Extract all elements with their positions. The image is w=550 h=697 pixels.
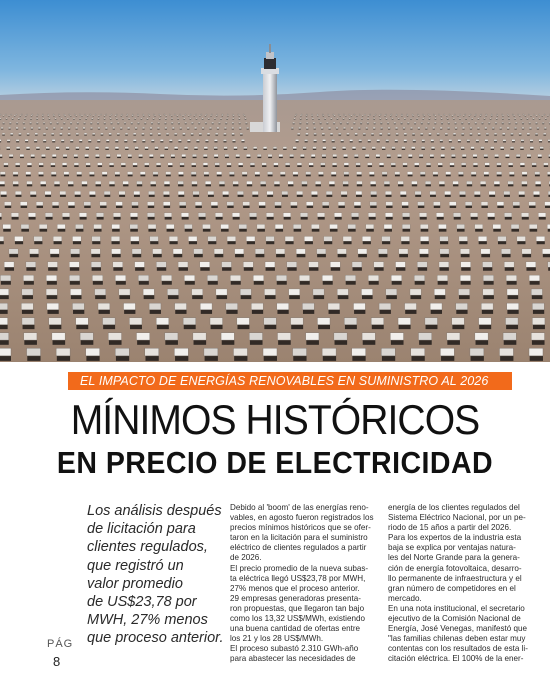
body-line: 29 empresas generadoras presenta- xyxy=(230,593,361,603)
pull-quote-line: clientes regulados, xyxy=(87,539,208,556)
body-column-1 xyxy=(230,503,380,665)
body-line: Sistema Eléctrico Nacional, por un pe- xyxy=(388,513,526,523)
pull-quote xyxy=(87,502,227,648)
body-line: Debido al 'boom' de las energías reno- xyxy=(230,503,369,512)
kicker-bar xyxy=(68,372,512,390)
pull-quote-line: que proceso anterior. xyxy=(87,630,224,647)
body-line: En una nota institucional, el secretario xyxy=(388,603,525,613)
pull-quote-line: de licitación para xyxy=(87,521,196,538)
body-line: Para los expertos de la industria esta xyxy=(388,533,522,543)
pull-quote-line: de US$23,78 por xyxy=(87,594,197,611)
body-line: ejecutivo de la Comisión Nacional de xyxy=(388,614,521,624)
page-number: 8 xyxy=(53,654,61,669)
pull-quote-line: MWH, 27% menos xyxy=(87,612,208,629)
body-line: Energía, José Venegas, manifestó que xyxy=(388,624,528,634)
body-line: citación eléctrica. El 100% de la ener- xyxy=(388,654,524,664)
pull-quote-line: valor promedio xyxy=(87,575,183,592)
page-label: PÁG xyxy=(47,638,74,650)
body-line: 27% menos que el proceso anterior. xyxy=(230,583,360,593)
body-line: precios mínimos históricos que se ofer- xyxy=(230,523,371,533)
body-line: para abastecer las necesidades de xyxy=(230,654,356,664)
body-line: "las familias chilenas deben estar muy xyxy=(388,634,526,644)
body-line: les del Norte Grande para la genera- xyxy=(388,553,520,563)
body-line: de 2026. xyxy=(230,553,262,563)
body-line: riodo de 15 años a partir del 2026. xyxy=(388,523,512,533)
headline-line1: MÍNIMOS HISTÓRICOS xyxy=(70,396,480,443)
body-line: baja se explica por ventajas natura- xyxy=(388,543,516,553)
pull-quote-line: Los análisis después xyxy=(87,503,222,519)
body-line: como los 13,32 US$/MWh, existiendo xyxy=(230,614,365,624)
body-line: llo permanente de infraestructura y el xyxy=(388,573,522,583)
kicker-text: EL IMPACTO DE ENERGÍAS RENOVABLES EN SUMINISTRO AL 2026 xyxy=(80,374,489,388)
body-line: contentas con los resultados de esta li- xyxy=(388,644,528,654)
body-line: ron propuestas, que llegaron tan bajo xyxy=(230,603,365,613)
body-line: eléctrico de clientes regulados a partir xyxy=(230,543,367,553)
body-line: taron en la licitación para el suministro xyxy=(230,533,368,543)
pull-quote-line: que registró un xyxy=(87,557,184,574)
body-line: los 21 y los 28 US$/MWh. xyxy=(230,634,324,644)
body-column-2 xyxy=(388,503,538,665)
body-line: El proceso subastó 2.310 GWh-año xyxy=(230,644,359,654)
body-line: El precio promedio de la nueva subas- xyxy=(230,563,369,573)
body-line: energía de los clientes regulados del xyxy=(388,503,520,512)
body-line: ción de energía fotovoltaica, desarro- xyxy=(388,563,522,573)
body-line: una buena cantidad de ofertas entre xyxy=(230,624,361,634)
body-line: ta eléctrica llegó US$23,78 por MWH, xyxy=(230,573,366,583)
body-line: gran número de competidores en el xyxy=(388,583,516,593)
body-line: vables, en agosto fueron registrados los xyxy=(230,513,374,523)
body-line: mercado. xyxy=(388,593,422,603)
headline-line2: EN PRECIO DE ELECTRICIDAD xyxy=(56,445,494,480)
